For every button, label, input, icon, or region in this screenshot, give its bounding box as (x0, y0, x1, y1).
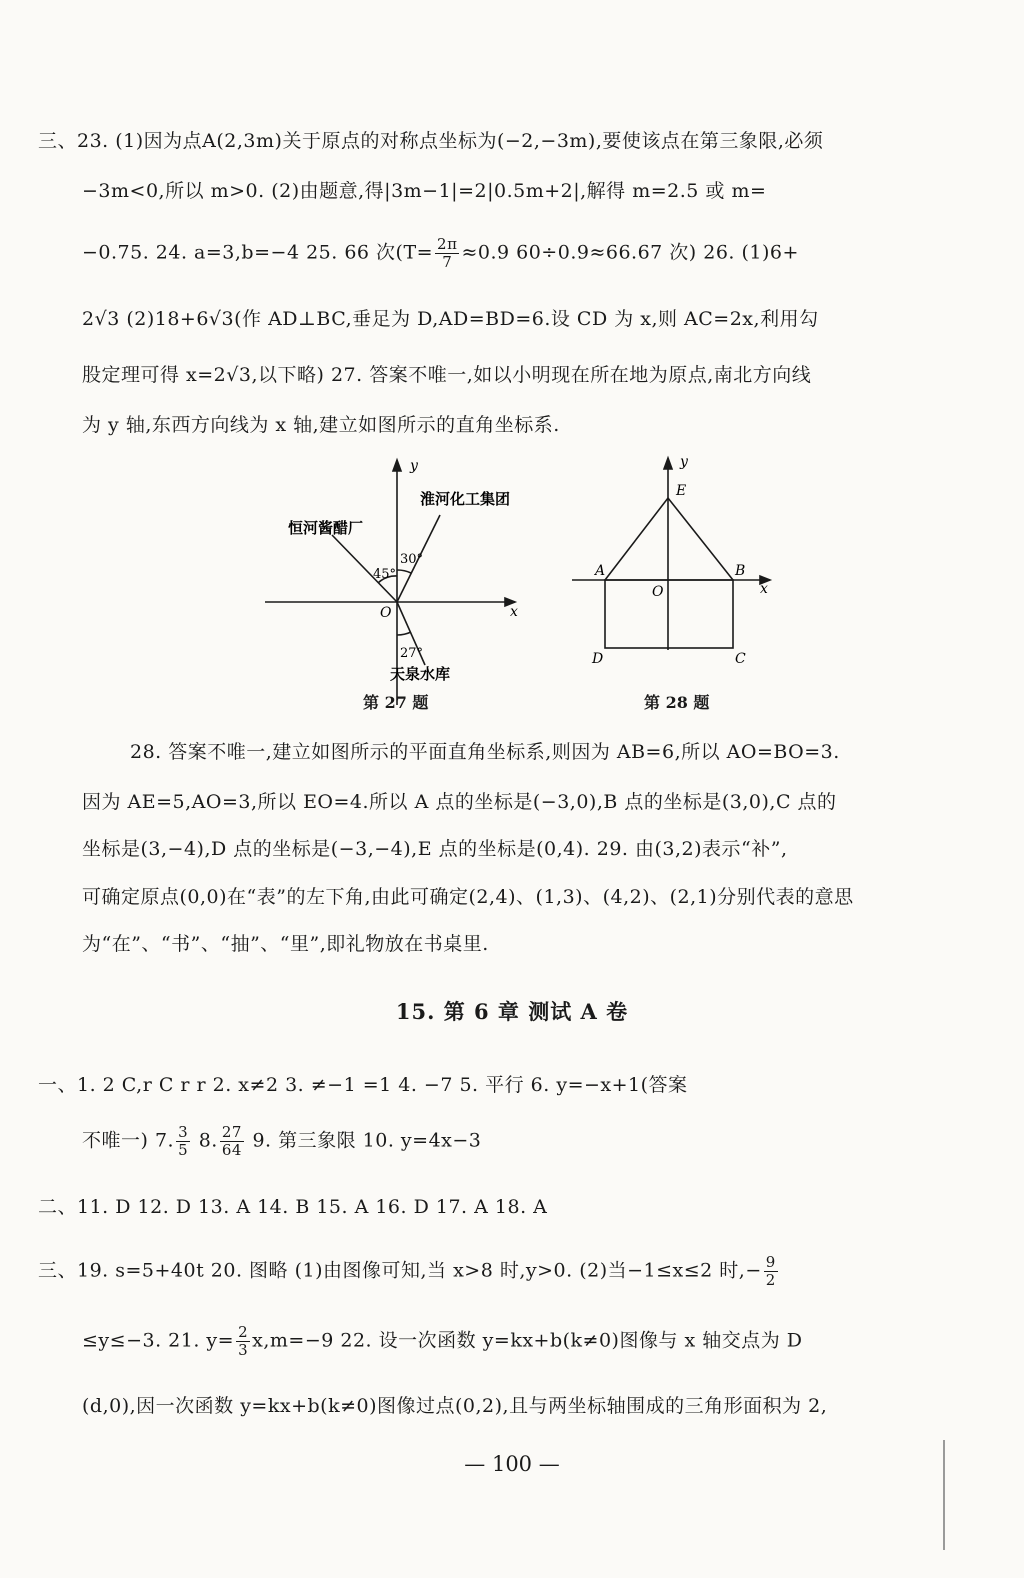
place-label: 恒河酱醋厂 (288, 519, 364, 537)
text-line: 因为 AE=5,AO=3,所以 EO=4.所以 A 点的坐标是(−3,0),B 点的坐标是(3,0),C 点的 (82, 791, 837, 813)
place-label: 天泉水库 (390, 665, 451, 683)
text-line: 三、19. s=5+40t 20. 图略 (1)由图像可知,当 x>8 时,y>0. (2)当−1≤x≤2 时,− $\frac{9}{2}$ (38, 1253, 776, 1289)
x-axis-label: x (510, 604, 518, 620)
text-segment: −0.75. 24. a=3,b=−4 25. 66 次(T= (82, 241, 434, 264)
figure-28 (570, 450, 790, 680)
figure-27 (260, 455, 550, 715)
text-line: 三、23. (1)因为点A(2,3m)关于原点的对称点坐标为(−2,−3m),要使该点在第三象限,必须 (38, 130, 824, 152)
place-label: 淮河化工集团 (420, 490, 511, 508)
fraction: $\frac{9}{2}$ (765, 1253, 776, 1289)
fraction: $\frac{27}{64}$ (221, 1123, 242, 1159)
text-line: 为“在”、“书”、“抽”、“里”,即礼物放在书桌里. (82, 933, 489, 955)
text-line: 一、1. 2 C,r C r r 2. x≠2 3. ≠−1 =1 4. −7 5. 平行 6. y=−x+1(答案 (38, 1074, 688, 1096)
figure-caption: 第 28 题 (644, 693, 710, 712)
text-line: 可确定原点(0,0)在“表”的左下角,由此可确定(2,4)、(1,3)、(4,2)、(2,1)分别代表的意思 (82, 886, 854, 908)
point-label-c: C (735, 651, 746, 667)
text-line: 不唯一) 7. $\frac{3}{5}$ 8. $\frac{27}{64}$ 9. 第三象限 10. y=4x−3 (82, 1123, 482, 1159)
text-line: 二、11. D 12. D 13. A 14. B 15. A 16. D 17. A 18. A (38, 1196, 548, 1218)
angle-label: 27° (400, 646, 424, 661)
origin-label: O (380, 605, 392, 621)
point-label-b: B (735, 563, 746, 579)
scan-artifact (943, 1440, 945, 1550)
text-line: 28. 答案不唯一,建立如图所示的平面直角坐标系,则因为 AB=6,所以 AO=BO=3. (130, 741, 840, 763)
figure-caption: 第 27 题 (363, 693, 429, 712)
fraction: $\frac{2\pi}{7}$ (437, 235, 458, 271)
text-line: ≤y≤−3. 21. y= $\frac{2}{3}$ x,m=−9 22. 设一次函数 y=kx+b(k≠0)图像与 x 轴交点为 D (82, 1323, 803, 1359)
point-label-e: E (676, 483, 687, 499)
text-line: 2√3 (2)18+6√3(作 AD⊥BC,垂足为 D,AD=BD=6.设 CD 为 x,则 AC=2x,利用勾 (82, 308, 819, 330)
angle-label: 45° (373, 567, 397, 582)
text-segment: ≈0.9 60÷0.9≈66.67 次) 26. (1)6+ (461, 241, 799, 264)
y-axis-label: y (410, 458, 418, 474)
point-label-d: D (592, 651, 604, 667)
section-title: 15. 第 6 章 测试 A 卷 (395, 999, 629, 1024)
text-line (82, 236, 799, 271)
x-axis-label: x (760, 581, 768, 597)
text-line: 股定理可得 x=2√3,以下略) 27. 答案不唯一,如以小明现在所在地为原点,南北方向线 (82, 364, 812, 386)
text-line: 坐标是(3,−4),D 点的坐标是(−3,−4),E 点的坐标是(0,4). 29. 由(3,2)表示“补”, (82, 838, 788, 860)
text-line: −3m<0,所以 m>0. (2)由题意,得|3m−1|=2|0.5m+2|,解得 m=2.5 或 m= (82, 180, 767, 202)
y-axis-label: y (680, 454, 688, 470)
text-line: (d,0),因一次函数 y=kx+b(k≠0)图像过点(0,2),且与两坐标轴围成的三角形面积为 2, (82, 1395, 828, 1417)
fraction: $\frac{3}{5}$ (178, 1123, 189, 1159)
point-label-a: A (595, 563, 606, 579)
text-line: 为 y 轴,东西方向线为 x 轴,建立如图所示的直角坐标系. (82, 414, 560, 436)
fraction: $\frac{2}{3}$ (238, 1323, 249, 1359)
page-number: — 100 — (464, 1452, 560, 1476)
angle-label: 30° (400, 552, 424, 567)
origin-label: O (652, 584, 664, 600)
